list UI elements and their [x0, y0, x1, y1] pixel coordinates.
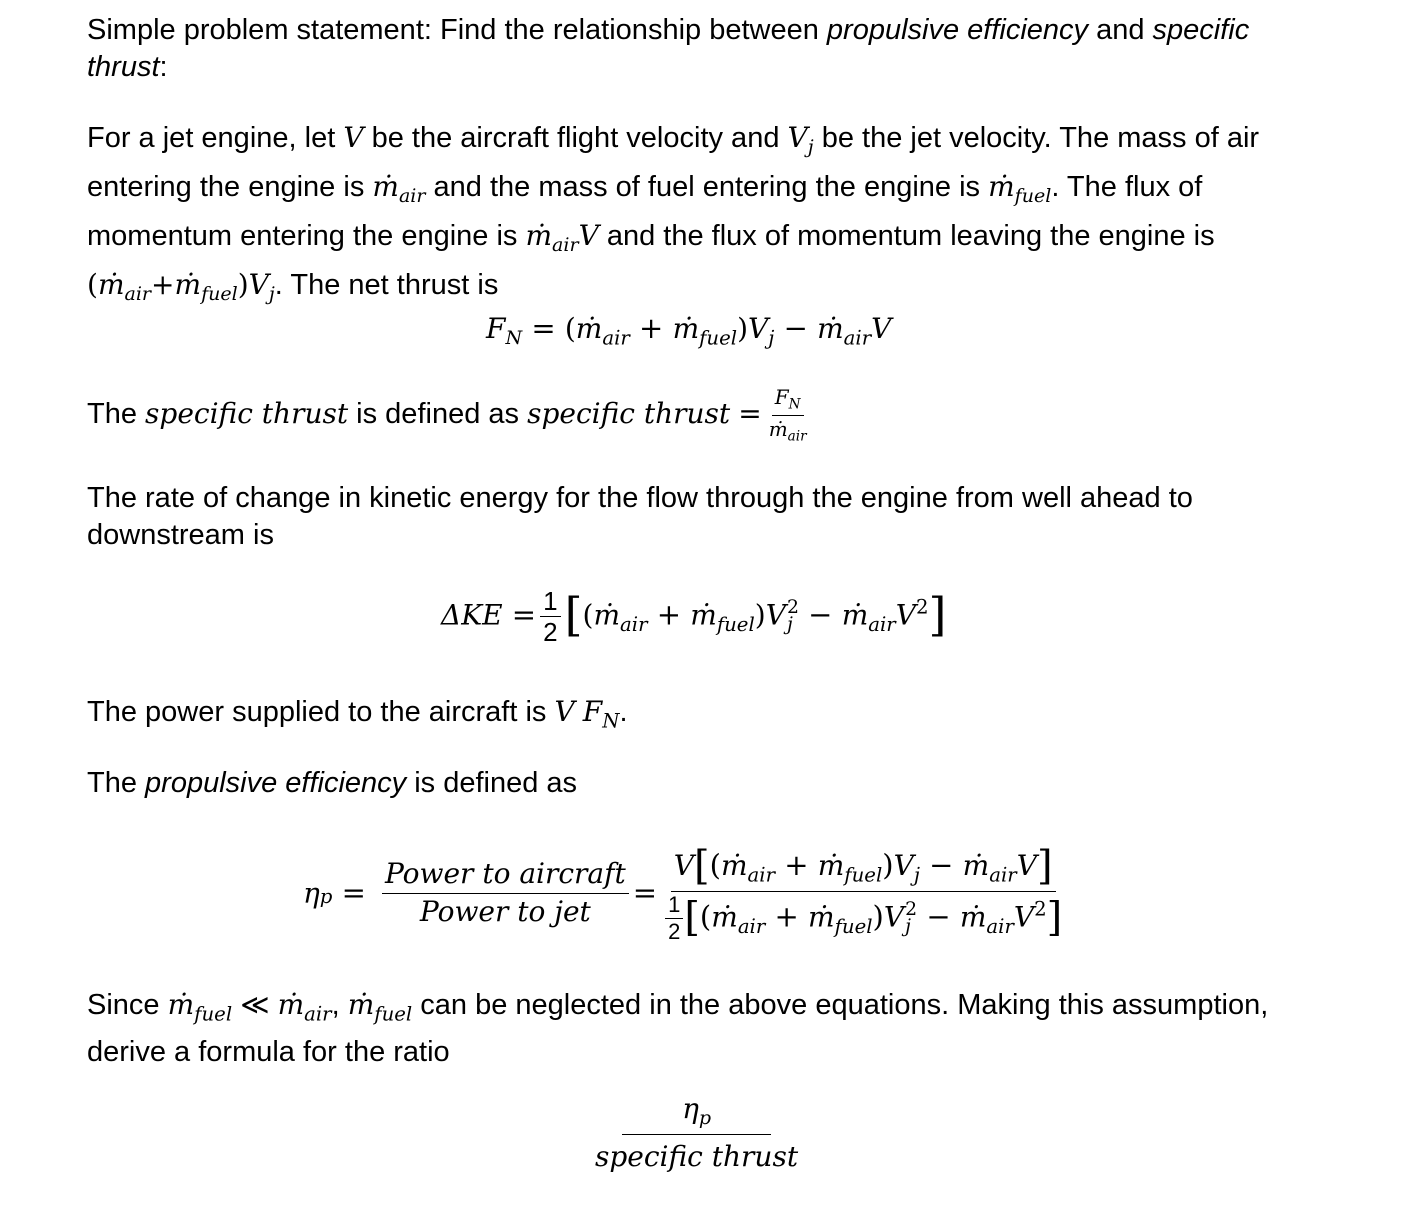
equals: =: [632, 875, 658, 910]
p3-text-1: The: [87, 398, 146, 431]
sym-mdot: ṁ: [690, 598, 717, 632]
sub-air: air: [304, 1002, 332, 1026]
sup-2: 2: [786, 597, 799, 619]
sub-N: N: [788, 396, 801, 413]
p2-text-7: . The net thrust is: [274, 269, 499, 302]
problem-lead: Simple problem statement: Find the relationship between: [87, 14, 827, 46]
frac-den: 2: [668, 919, 681, 944]
sym-V: V: [893, 849, 914, 882]
sub-air: air: [737, 914, 766, 938]
frac-num: [772, 386, 804, 416]
sym-V: V: [883, 900, 905, 934]
sym-V: V: [248, 268, 269, 302]
sym-mdot: ṁ: [962, 849, 990, 882]
sym-mdot: ṁ: [525, 219, 553, 253]
math-mdot-fuel: [988, 170, 1052, 208]
much-less-than: ≪: [240, 988, 270, 1021]
p7-text-2: can be neglected in the above equations. Making this assumption, derive a formula for the ratio: [87, 989, 1269, 1069]
fraction-one-half: [540, 588, 560, 645]
math-delta-ke: ΔKE: [441, 598, 503, 632]
term-propulsive-efficiency: propulsive efficiency: [145, 767, 407, 799]
equals: =: [738, 397, 762, 431]
frac-den-expanded: [661, 892, 1065, 943]
definitions-paragraph: [87, 118, 1302, 314]
sym-V: V: [787, 121, 808, 154]
math-V: V: [343, 121, 364, 154]
sym-V: V: [1016, 849, 1037, 882]
and-text: and: [1088, 14, 1153, 46]
problem-statement: [87, 12, 1302, 86]
supsub-2-j: [786, 597, 799, 635]
sym-F: F: [774, 385, 789, 409]
sub-j: j: [807, 136, 814, 159]
p6-text-2: is defined as: [406, 767, 578, 799]
sub-p: p: [698, 1107, 712, 1130]
sym-V: V: [1013, 900, 1035, 934]
equals: =: [511, 597, 537, 632]
plus: +: [784, 848, 809, 882]
lparen: (: [87, 268, 98, 302]
sub-fuel: fuel: [374, 1002, 413, 1026]
sym-mdot: ṁ: [808, 900, 835, 934]
plus: +: [639, 311, 664, 345]
sub-N: N: [505, 327, 523, 350]
p2-text-3: be the jet velocity. The mass of air entering the engine is: [87, 122, 1260, 204]
sym-V: V: [578, 219, 599, 253]
p2-text-6: and the flux of momentum leaving the engine is: [598, 220, 1215, 253]
sub-air: air: [986, 914, 1014, 938]
rparen: ): [872, 899, 884, 934]
minus: −: [808, 597, 833, 632]
sym-mdot: ṁ: [817, 312, 844, 345]
sub-fuel: fuel: [834, 914, 873, 938]
math-specific-thrust: specific thrust: [527, 397, 731, 431]
fraction-expanded: [661, 843, 1065, 943]
sub-fuel: fuel: [699, 326, 738, 350]
lparen: (: [699, 899, 712, 934]
sym-V: V: [748, 312, 769, 345]
sym-V: V: [895, 598, 916, 632]
sub-N: N: [602, 709, 620, 733]
sub-air: air: [124, 283, 152, 306]
sym-mdot: ṁ: [575, 312, 603, 345]
plus: +: [151, 268, 175, 302]
frac-num-expanded: [671, 843, 1056, 892]
sub-j: j: [768, 326, 775, 350]
sub-j: j: [913, 863, 920, 887]
p2-text-2: be the aircraft flight velocity and: [363, 122, 788, 154]
fraction-eta-over-specific-thrust: [592, 1093, 801, 1173]
lparen: (: [564, 312, 576, 345]
lbracket: [: [694, 843, 710, 889]
frac-den-power-jet: Power to jet: [419, 894, 591, 928]
sup-2: 2: [905, 899, 918, 921]
frac-num: 1: [540, 588, 560, 617]
sym-mdot: ṁ: [277, 988, 305, 1021]
math-specific-thrust: specific thrust: [145, 397, 349, 431]
sub-fuel: fuel: [844, 863, 883, 887]
sub-air: air: [989, 863, 1017, 887]
sym-mdot: ṁ: [959, 900, 987, 934]
term-specific-thrust: specific thrust: [87, 14, 1250, 83]
sym-V: V: [765, 598, 786, 632]
p4-text: The rate of change in kinetic energy for the flow through the engine from well ahead to downstream is: [87, 482, 1193, 551]
net-thrust-equation: [486, 310, 891, 357]
sub-air: air: [843, 326, 872, 350]
kinetic-energy-paragraph: [87, 480, 1302, 554]
sym-mdot: ṁ: [97, 268, 125, 302]
plus: +: [656, 597, 682, 632]
p5-text-1: The power supplied to the aircraft is: [87, 696, 555, 728]
final-ratio: [588, 1093, 805, 1173]
sym-mdot: ṁ: [711, 900, 738, 934]
p2-text-5: . The flux of momentum entering the engine is: [87, 171, 1203, 253]
sup-2: 2: [1034, 897, 1047, 921]
sub-air: air: [787, 428, 807, 445]
sub-fuel: fuel: [716, 612, 755, 636]
sub-air: air: [747, 863, 775, 887]
math-mdot-air-V: [525, 219, 599, 257]
sup-2: 2: [915, 595, 929, 619]
sym-mdot: ṁ: [593, 598, 621, 632]
rparen: ): [882, 848, 894, 882]
rbracket: ]: [928, 587, 947, 642]
sym-mdot: ṁ: [988, 170, 1015, 204]
p6-text-1: The: [87, 767, 146, 799]
p7-text-1: Since: [87, 989, 168, 1021]
minus: −: [929, 848, 954, 882]
rparen: ): [737, 312, 749, 345]
sub-j: j: [905, 915, 911, 937]
rparen: ): [237, 268, 249, 302]
sym-V: V: [871, 312, 892, 345]
sym-mdot: ṁ: [841, 598, 869, 632]
specific-thrust-definition: [87, 386, 814, 445]
fraction-one-half: [665, 894, 683, 943]
frac-num-eta: [622, 1093, 771, 1135]
efficiency-equation: [303, 843, 1069, 943]
delta-ke-equation: [441, 588, 946, 645]
frac-den: [766, 416, 810, 445]
fraction-power-ratio: [382, 858, 629, 927]
sym-mdot: ṁ: [347, 988, 375, 1021]
sub-air: air: [620, 612, 648, 636]
math-FN: [486, 312, 523, 350]
equals: =: [531, 311, 556, 345]
rbracket: ]: [1046, 894, 1063, 941]
sub-p: p: [319, 884, 333, 908]
plus: +: [774, 899, 799, 934]
sym-F: F: [582, 695, 603, 728]
fraction-FN-over-mair: [766, 386, 810, 445]
sym-V: V: [673, 849, 695, 882]
sym-eta: η: [682, 1092, 699, 1125]
sym-eta: η: [303, 876, 320, 910]
colon: :: [159, 51, 168, 83]
supsub-2-j: [905, 899, 918, 937]
sym-F: F: [486, 312, 506, 345]
sub-air: air: [868, 612, 896, 636]
math-momentum-out: [87, 268, 275, 306]
sym-mdot: ṁ: [720, 849, 748, 882]
equals: =: [341, 875, 366, 910]
lbracket: [: [564, 587, 583, 642]
minus: −: [783, 311, 808, 345]
power-paragraph: [87, 693, 1302, 739]
p2-text-4: and the mass of fuel entering the engine is: [425, 171, 989, 204]
frac-num: 1: [665, 894, 683, 919]
sub-fuel: fuel: [194, 1002, 233, 1026]
frac-den-specific-thrust: specific thrust: [595, 1139, 799, 1173]
period: .: [619, 696, 628, 728]
rbracket: ]: [1036, 843, 1053, 889]
sub-air: air: [398, 185, 426, 208]
sub-air: air: [602, 326, 630, 350]
sym-mdot: ṁ: [672, 312, 700, 345]
sub-fuel: fuel: [1014, 185, 1052, 208]
sym-mdot: ṁ: [167, 988, 195, 1021]
sub-air: air: [552, 234, 579, 257]
sub-j: j: [268, 283, 275, 306]
sym-mdot: ṁ: [768, 416, 788, 441]
propulsive-efficiency-paragraph: [87, 765, 1302, 802]
sym-mdot: ṁ: [174, 268, 202, 302]
p3-text-2: is defined as: [348, 398, 528, 431]
comma: ,: [331, 989, 340, 1021]
sub-j: j: [786, 613, 793, 635]
math-mdot-air: [372, 170, 426, 208]
sub-fuel: fuel: [201, 283, 238, 306]
p2-text-1: For a jet engine, let: [87, 122, 344, 154]
lparen: (: [709, 848, 721, 882]
math-V: V: [554, 695, 575, 728]
sym-mdot: ṁ: [372, 170, 399, 204]
frac-den: 2: [543, 617, 558, 647]
sym-mdot: ṁ: [817, 849, 845, 882]
lparen: (: [582, 598, 594, 632]
frac-num-power-aircraft: Power to aircraft: [382, 858, 629, 893]
minus: −: [926, 899, 951, 934]
math-Vj: [787, 121, 814, 159]
term-propulsive-efficiency: propulsive efficiency: [826, 14, 1089, 46]
rparen: ): [754, 598, 766, 632]
lbracket: [: [684, 894, 700, 941]
assumption-paragraph: [87, 985, 1302, 1072]
